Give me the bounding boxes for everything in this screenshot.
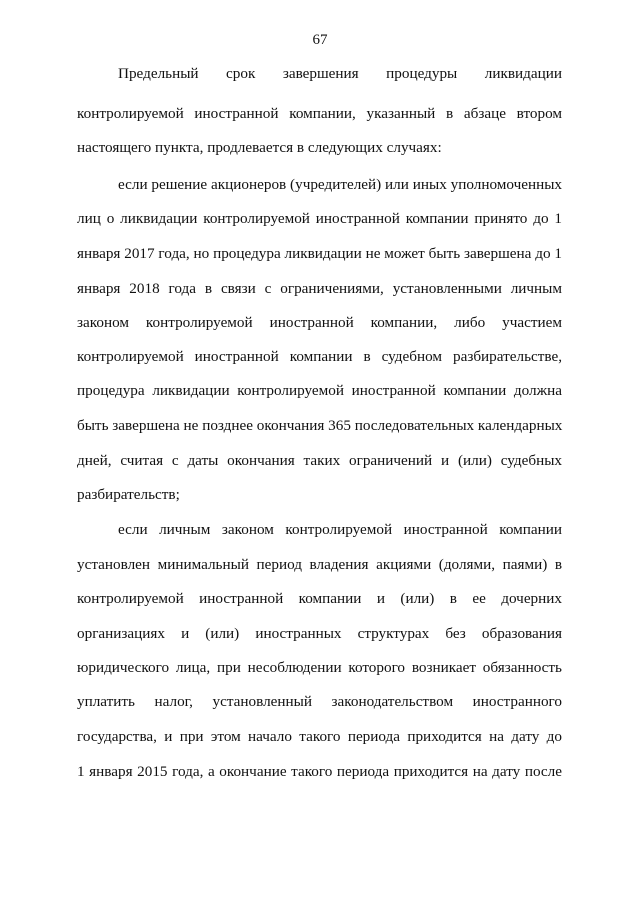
text-line: организациях и (или) иностранных структурах без образования	[77, 625, 562, 642]
text-line: государства, и при этом начало такого периода приходится на дату до	[77, 728, 562, 745]
text-line: если решение акционеров (учредителей) или иных уполномоченных	[118, 176, 562, 193]
text-line: Предельный срок завершения процедуры ликвидации	[118, 65, 562, 82]
page-number: 67	[312, 32, 328, 48]
text-line: контролируемой иностранной компании и (или) в ее дочерних	[77, 590, 562, 607]
text-line: процедура ликвидации контролируемой иностранной компании должна	[77, 382, 562, 399]
text-line: 1 января 2015 года, а окончание такого периода приходится на дату после	[77, 763, 562, 780]
text-line: законом контролируемой иностранной компании, либо участием	[77, 314, 562, 331]
text-line: дней, считая с даты окончания таких ограничений и (или) судебных	[77, 452, 562, 469]
text-line: юридического лица, при несоблюдении которого возникает обязанность	[77, 659, 562, 676]
text-line: января 2017 года, но процедура ликвидации не может быть завершена до 1	[77, 245, 562, 262]
text-line: установлен минимальный период владения акциями (долями, паями) в	[77, 556, 562, 573]
text-line: настоящего пункта, продлевается в следующих случаях:	[77, 139, 442, 156]
text-line: уплатить налог, установленный законодательством иностранного	[77, 693, 562, 710]
text-line: разбирательств;	[77, 486, 180, 503]
text-line: контролируемой иностранной компании, указанный в абзаце втором	[77, 105, 562, 122]
text-line: лиц о ликвидации контролируемой иностранной компании принято до 1	[77, 210, 562, 227]
text-line: января 2018 года в связи с ограничениями, установленными личным	[77, 280, 562, 297]
text-line: контролируемой иностранной компании в судебном разбирательстве,	[77, 348, 562, 365]
text-line: если личным законом контролируемой иностранной компании	[118, 521, 562, 538]
text-line: быть завершена не позднее окончания 365 последовательных календарных	[77, 417, 563, 434]
